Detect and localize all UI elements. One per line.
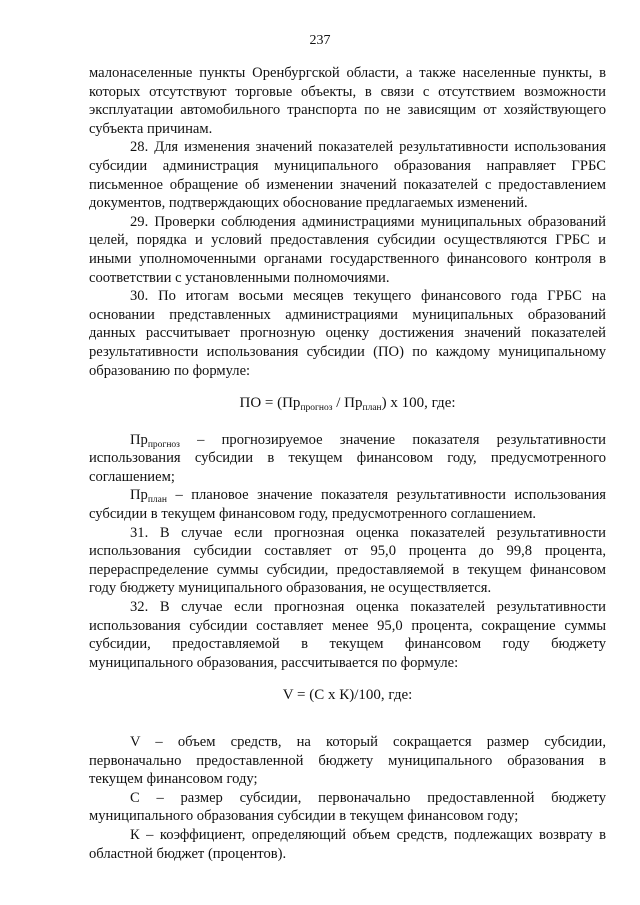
formula-po: ПО = $(Пр_{прогноз} / Пр_{план})$ х 100, где: [239, 395, 456, 414]
page-number: 237 [309, 33, 331, 48]
paragraph-30: 30. По итогам восьми месяцев текущего финансового года ГРБС на основании представленных администрациями муниципальных образований данных рассчитывает прогнозную оценку достижения значений показателей результативности использования субсидии (ПО) по каждому муниципальному образованию по формуле: [89, 288, 606, 379]
definition-pr-plan: $Пр_{план}$ – плановое значение показателя результативности использования субсидии в текущем финансовом году, предусмотренного соглашением. [89, 487, 606, 523]
definition-k: К – коэффициент, определяющий объем средств, подлежащих возврату в областной бюджет (процентов). [89, 826, 606, 862]
paragraph-continuation: малонаселенные пункты Оренбургской области, а также населенные пункты, в которых отсутствуют торговые объекты, в связи с отсутствием возможности эксплуатации автомобильного транспорта по не зависящим от хозяйствующего субъекта причинам. [89, 65, 606, 137]
definition-c: С – размер субсидии, первоначально предоставленной бюджету муниципального образования субсидии в текущем финансовом году; [89, 789, 606, 825]
paragraph-29: 29. Проверки соблюдения администрациями муниципальных образований целей, порядка и условий предоставления субсидии осуществляются ГРБС и иными уполномоченными органами государственного финансового контроля в соответствии с установленными полномочиями. [89, 213, 606, 286]
paragraph-32: 32. В случае если прогнозная оценка показателей результативности использования субсидии составляет менее 95,0 процента, сокращение суммы субсидии, предоставляемой в текущем финансовом году бюджету муниципального образования, рассчитывается по формуле: [89, 599, 606, 671]
definition-v: V – объем средств, на который сокращается размер субсидии, первоначально предоставленной бюджету муниципального образования в текущем финансовом году; [89, 734, 606, 788]
paragraph-31: 31. В случае если прогнозная оценка показателей результативности использования субсидии составляет от 95,0 процента до 99,8 процента, перераспределение суммы субсидии, предоставляемой в текущем финансовом году бюджету муниципального образования, не осуществляется. [89, 524, 606, 597]
paragraph-28: 28. Для изменения значений показателей результативности использования субсидии администрация муниципального образования направляет ГРБС письменное обращение об изменении значений показателей с предоставлением документов, подтверждающих обоснование предлагаемых изменений. [89, 139, 606, 212]
definition-pr-prognoz: $Пр_{прогноз}$ – прогнозируемое значение показателя результативности использования субсидии в текущем финансовом году, предусмотренного соглашением; [89, 431, 606, 485]
document-body [89, 64, 606, 863]
formula-v: V = (С х К)/100, где: [282, 687, 413, 704]
